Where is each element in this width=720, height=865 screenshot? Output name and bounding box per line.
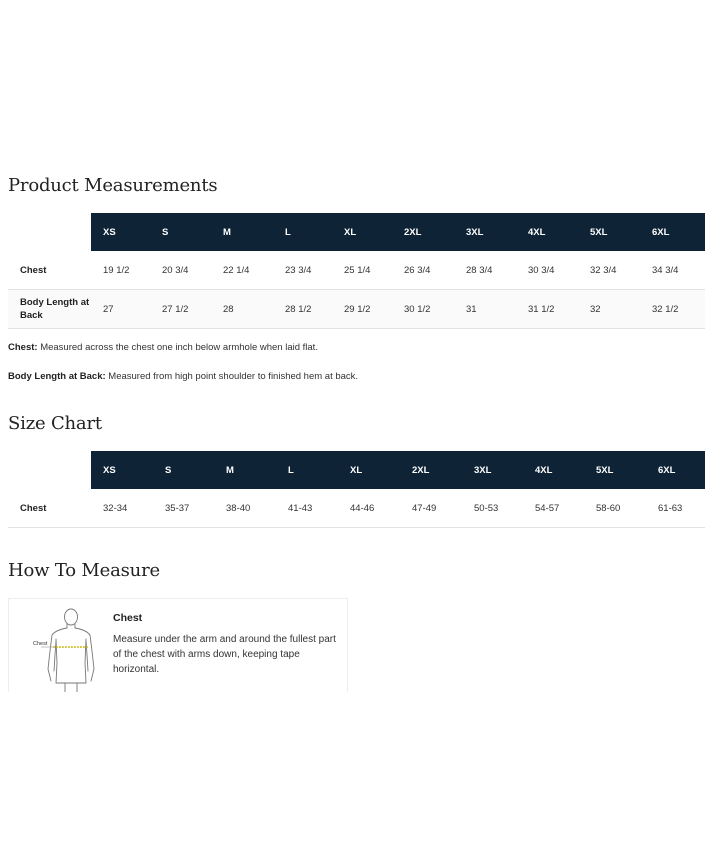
- size-chart-table: [8, 451, 705, 528]
- size-header-4xl: 4XL: [516, 213, 578, 251]
- header-corner-cell: [8, 213, 91, 251]
- table-cell: 26 3/4: [392, 251, 454, 290]
- note-chest: [8, 342, 318, 353]
- table-cell: 47-49: [400, 489, 462, 528]
- header-corner-cell: [8, 451, 91, 489]
- table-cell: 35-37: [153, 489, 214, 528]
- chest-measure-figure-icon: [17, 603, 107, 692]
- table-cell: 19 1/2: [91, 251, 150, 290]
- table-cell: 23 3/4: [273, 251, 332, 290]
- size-header-6xl: 6XL: [640, 213, 705, 251]
- table-cell: 29 1/2: [332, 290, 392, 329]
- size-header-m: M: [214, 451, 276, 489]
- row-label-body-length: Body Length at Back: [8, 290, 91, 329]
- table-cell: 28 1/2: [273, 290, 332, 329]
- table-cell: 61-63: [646, 489, 705, 528]
- table-header-row: [8, 213, 705, 251]
- row-label-chest: Chest: [8, 489, 91, 528]
- size-header-xl: XL: [332, 213, 392, 251]
- table-cell: 22 1/4: [211, 251, 273, 290]
- size-header-xs: XS: [91, 213, 150, 251]
- table-cell: 27: [91, 290, 150, 329]
- table-cell: 50-53: [462, 489, 523, 528]
- size-header-6xl: 6XL: [646, 451, 705, 489]
- figure-label: Chest: [33, 641, 48, 647]
- table-cell: 25 1/4: [332, 251, 392, 290]
- table-cell: 32 1/2: [640, 290, 705, 329]
- table-cell: 30 1/2: [392, 290, 454, 329]
- size-chart-title: Size Chart: [8, 413, 102, 434]
- table-cell: 30 3/4: [516, 251, 578, 290]
- note-term: Chest:: [8, 342, 38, 353]
- table-header-row: [8, 451, 705, 489]
- table-cell: 32-34: [91, 489, 153, 528]
- note-text: Measured across the chest one inch below armhole when laid flat.: [37, 342, 318, 353]
- size-header-3xl: 3XL: [454, 213, 516, 251]
- note-text: Measured from high point shoulder to finished hem at back.: [105, 371, 359, 382]
- size-header-s: S: [153, 451, 214, 489]
- measure-card-chest: [8, 598, 348, 692]
- row-label-chest: Chest: [8, 251, 91, 290]
- table-row: [8, 489, 705, 528]
- note-body-length: [8, 371, 358, 382]
- table-cell: 28: [211, 290, 273, 329]
- table-cell: 58-60: [584, 489, 646, 528]
- note-term: Body Length at Back:: [8, 371, 106, 382]
- table-row: [8, 251, 705, 290]
- table-cell: 34 3/4: [640, 251, 705, 290]
- table-cell: 44-46: [338, 489, 400, 528]
- product-measurements-table: [8, 213, 705, 329]
- size-header-2xl: 2XL: [400, 451, 462, 489]
- size-header-3xl: 3XL: [462, 451, 523, 489]
- size-header-xs: XS: [91, 451, 153, 489]
- table-cell: 32 3/4: [578, 251, 640, 290]
- size-header-2xl: 2XL: [392, 213, 454, 251]
- size-header-4xl: 4XL: [523, 451, 584, 489]
- table-cell: 31 1/2: [516, 290, 578, 329]
- table-cell: 32: [578, 290, 640, 329]
- measure-card-text: Measure under the arm and around the fullest part of the chest with arms down, keeping tape horizontal.: [113, 634, 336, 675]
- table-cell: 31: [454, 290, 516, 329]
- table-cell: 27 1/2: [150, 290, 211, 329]
- measure-card-heading: Chest: [113, 612, 143, 624]
- table-cell: 20 3/4: [150, 251, 211, 290]
- table-cell: 28 3/4: [454, 251, 516, 290]
- size-header-l: L: [273, 213, 332, 251]
- size-header-5xl: 5XL: [584, 451, 646, 489]
- product-measurements-title: Product Measurements: [8, 175, 218, 196]
- table-cell: 54-57: [523, 489, 584, 528]
- size-header-5xl: 5XL: [578, 213, 640, 251]
- size-header-l: L: [276, 451, 338, 489]
- table-cell: 38-40: [214, 489, 276, 528]
- size-header-m: M: [211, 213, 273, 251]
- table-row: [8, 290, 705, 329]
- size-header-s: S: [150, 213, 211, 251]
- how-to-measure-title: How To Measure: [8, 560, 160, 581]
- table-cell: 41-43: [276, 489, 338, 528]
- size-header-xl: XL: [338, 451, 400, 489]
